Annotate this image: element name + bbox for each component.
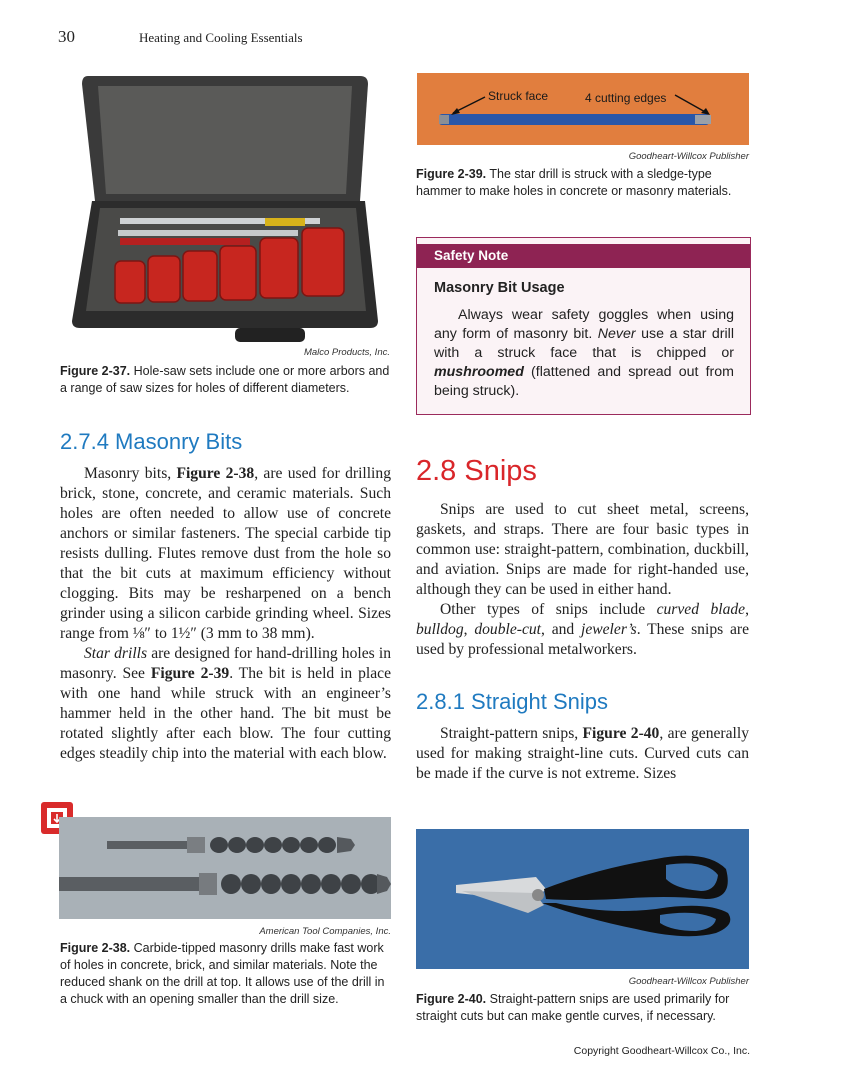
note-text-part: (flattened and spread out from being struck). — [434, 364, 734, 399]
safety-note-box — [416, 237, 751, 415]
figure-2-38-credit: American Tool Companies, Inc. — [259, 926, 391, 937]
term: curved blade — [656, 601, 746, 618]
figure-2-40-caption — [416, 991, 752, 1025]
hole-saw-set-photo — [60, 66, 390, 346]
section-2-8-body — [416, 500, 749, 660]
text-run: , — [745, 601, 749, 618]
paragraph — [60, 464, 391, 644]
section-heading-2-8-1: 2.8.1 Straight Snips — [416, 689, 609, 714]
safety-note-title: Masonry Bit Usage — [434, 280, 565, 296]
text-run: . The bit is held in place with one hand while struck with an engineer’s hammer held in the other hand. The bit must be rotated slightly after each blow. The four cutting edges steadily chip into the material with each blow. — [60, 665, 391, 762]
paragraph — [60, 644, 391, 764]
text-run: Other types of snips include — [440, 601, 657, 618]
text-run: , are used for drilling brick, stone, concrete, and ceramic materials. Such holes are often needed to allow use of concrete anchors or similar fasteners. The special carbide tip resists dulling. Flutes remove dust from the hole so that the bit cuts at maximum efficiency without clogging. Bits may be resharpened on a bench grinder using a silicon carbide grinding wheel. Sizes range from ⅛″ to 1½″ (3 mm to 38 mm). — [60, 465, 391, 642]
figure-label: Figure 2-39. — [416, 167, 487, 181]
figure-label: Figure 2-40. — [416, 992, 487, 1006]
text-run: , and — [541, 621, 581, 638]
cutting-edges-callout: 4 cutting edges — [585, 91, 667, 105]
caption-text: Hole-saw sets include one or more arbors and a range of saw sizes for holes of different diameters. — [60, 364, 390, 395]
term: jeweler’s — [580, 621, 637, 638]
copyright-notice: Copyright Goodheart-Willcox Co., Inc. — [573, 1045, 750, 1057]
safety-note-text — [434, 306, 734, 401]
paragraph — [416, 724, 749, 784]
note-text-part: Always wear safety goggles when using any form of masonry bit. — [434, 307, 734, 342]
struck-face-callout: Struck face — [488, 89, 549, 103]
figure-2-39-caption — [416, 166, 752, 200]
figure-reference: Figure 2-40 — [582, 725, 660, 742]
masonry-drill-photo — [59, 817, 391, 919]
paragraph — [416, 600, 749, 660]
caption-text: Straight-pattern snips are used primarily for straight cuts but can make gentle curves, if necessary. — [416, 992, 730, 1023]
term: Star drills — [84, 645, 148, 662]
term: bulldog — [416, 621, 464, 638]
figure-reference: Figure 2-38 — [176, 465, 255, 482]
star-drill-photo — [417, 73, 749, 145]
running-title: Heating and Cooling Essentials — [139, 30, 303, 45]
figure-2-40-credit: Goodheart-Willcox Publisher — [628, 976, 749, 987]
text-run: are designed for hand-drilling holes in masonry. See — [60, 645, 391, 682]
figure-2-38-caption — [60, 940, 392, 1008]
section-2-7-4-body — [60, 464, 391, 764]
figure-2-39-credit: Goodheart-Willcox Publisher — [628, 151, 749, 162]
text-run: . These snips are used by professional metalworkers. — [416, 621, 749, 658]
safety-note-heading: Safety Note — [417, 244, 750, 268]
text-run: , — [463, 621, 475, 638]
note-emphasis: Never — [597, 326, 636, 342]
term: double-cut — [474, 621, 542, 638]
straight-snips-photo — [416, 829, 749, 969]
text-run: , are generally used for making straight-line cuts. Curved cuts can be made if the curve is not extreme. Sizes — [416, 725, 750, 782]
note-text-part: use a star drill with a struck face that is chipped or — [434, 326, 734, 361]
section-heading-2-7-4: 2.7.4 Masonry Bits — [60, 429, 243, 454]
page-number: 30 — [58, 27, 75, 46]
figure-2-37-caption — [60, 363, 392, 397]
note-term: mushroomed — [434, 364, 524, 380]
caption-text: The star drill is struck with a sledge-type hammer to make holes in concrete or masonry materials. — [416, 167, 732, 198]
section-2-8-1-body — [416, 724, 749, 784]
figure-label: Figure 2-38. — [60, 941, 131, 955]
section-heading-2-8: 2.8 Snips — [416, 455, 537, 487]
caption-text: Carbide-tipped masonry drills make fast work of holes in concrete, brick, and similar materials. Note the reduced shank on the drill at top. It allows use of the drill in a chuck with an opening smaller than the drill size. — [60, 941, 385, 1006]
figure-2-37-credit: Malco Products, Inc. — [303, 347, 390, 358]
text-run: Straight-pattern snips, — [440, 725, 583, 742]
figure-label: Figure 2-37. — [60, 364, 131, 378]
text-run: Masonry bits, — [84, 465, 177, 482]
paragraph: Snips are used to cut sheet metal, screens, gaskets, and straps. There are four basic types in common use: straight-pattern, combination, duckbill, and aviation. Snips are made for right-handed use, although they can be used in either hand. — [416, 501, 749, 598]
figure-reference: Figure 2-39 — [150, 665, 230, 682]
